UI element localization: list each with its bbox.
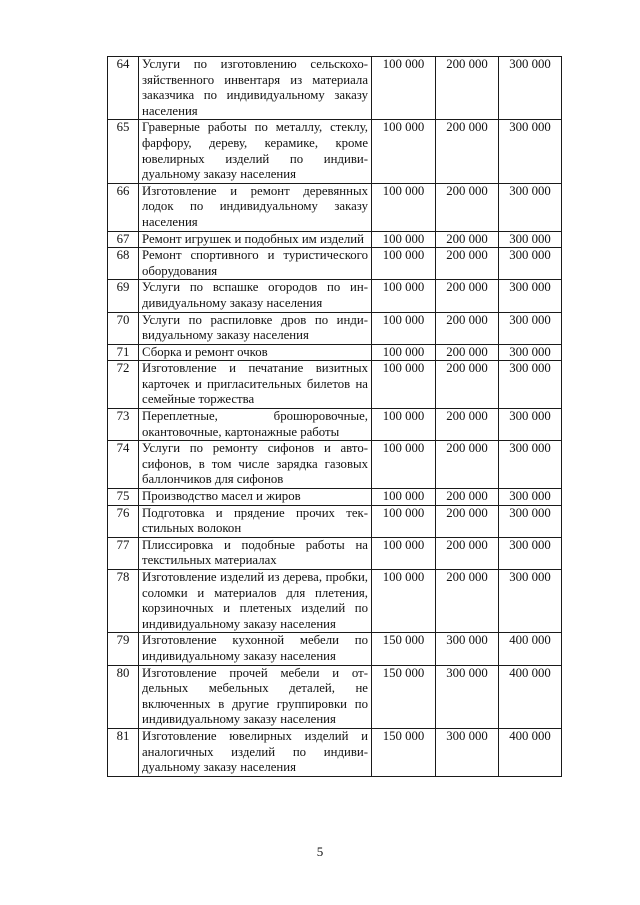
amount-column-2: 200 000 [436, 344, 499, 361]
service-description: Сборка и ремонт очков [139, 344, 372, 361]
row-number: 77 [108, 537, 139, 569]
amount-column-3: 300 000 [499, 505, 562, 537]
table-row [108, 537, 562, 569]
service-description: Переплетные, брошюровочные, окантовочные, картонажные работы [139, 409, 372, 441]
service-description: Изготовление и ремонт деревянных лодок по индивидуальному заказу населения [139, 183, 372, 231]
amount-column-2: 300 000 [436, 633, 499, 665]
amount-column-1: 100 000 [372, 409, 436, 441]
amount-column-2: 200 000 [436, 248, 499, 280]
amount-column-1: 100 000 [372, 489, 436, 506]
amount-column-2: 200 000 [436, 361, 499, 409]
row-number: 80 [108, 665, 139, 728]
amount-column-2: 200 000 [436, 280, 499, 312]
amount-column-3: 300 000 [499, 441, 562, 489]
row-number: 76 [108, 505, 139, 537]
amount-column-1: 100 000 [372, 441, 436, 489]
table-row [108, 409, 562, 441]
amount-column-2: 200 000 [436, 312, 499, 344]
amount-column-3: 300 000 [499, 120, 562, 183]
row-number: 70 [108, 312, 139, 344]
amount-column-2: 200 000 [436, 570, 499, 633]
amount-column-1: 150 000 [372, 665, 436, 728]
amount-column-3: 300 000 [499, 312, 562, 344]
table-row [108, 489, 562, 506]
amount-column-1: 150 000 [372, 728, 436, 776]
row-number: 72 [108, 361, 139, 409]
amount-column-1: 100 000 [372, 120, 436, 183]
row-number: 65 [108, 120, 139, 183]
amount-column-3: 300 000 [499, 361, 562, 409]
amount-column-2: 200 000 [436, 231, 499, 248]
document-page [107, 56, 562, 777]
row-number: 64 [108, 57, 139, 120]
services-table [107, 56, 562, 777]
amount-column-3: 300 000 [499, 183, 562, 231]
row-number: 71 [108, 344, 139, 361]
amount-column-1: 100 000 [372, 231, 436, 248]
service-description: Ремонт игрушек и подобных им изделий [139, 231, 372, 248]
service-description: Изготовление изделий из дерева, пробки, соломки и материалов для плетения, корзиночных и плетеных изделий по индивидуальному заказу населения [139, 570, 372, 633]
row-number: 66 [108, 183, 139, 231]
service-description: Изготовление кухонной мебели по индивидуальному заказу населения [139, 633, 372, 665]
amount-column-2: 200 000 [436, 57, 499, 120]
service-description: Плиссировка и подобные работы на текстильных материалах [139, 537, 372, 569]
amount-column-1: 100 000 [372, 505, 436, 537]
table-row [108, 280, 562, 312]
row-number: 78 [108, 570, 139, 633]
amount-column-2: 200 000 [436, 505, 499, 537]
row-number: 73 [108, 409, 139, 441]
service-description: Изготовление прочей мебели и отдельных мебельных деталей, не включенных в другие группировки по индивидуальному заказу населения [139, 665, 372, 728]
amount-column-3: 400 000 [499, 665, 562, 728]
amount-column-1: 100 000 [372, 570, 436, 633]
table-row [108, 120, 562, 183]
table-row [108, 57, 562, 120]
amount-column-3: 300 000 [499, 489, 562, 506]
amount-column-2: 300 000 [436, 665, 499, 728]
table-row [108, 570, 562, 633]
row-number: 67 [108, 231, 139, 248]
amount-column-3: 400 000 [499, 728, 562, 776]
table-row [108, 728, 562, 776]
page-number: 5 [316, 844, 324, 859]
service-description: Ремонт спортивного и туристического оборудования [139, 248, 372, 280]
amount-column-2: 200 000 [436, 120, 499, 183]
amount-column-2: 200 000 [436, 537, 499, 569]
row-number: 68 [108, 248, 139, 280]
table-row [108, 312, 562, 344]
service-description: Услуги по ремонту сифонов и автосифонов, в том числе зарядка газовых баллончиков для сифонов [139, 441, 372, 489]
amount-column-3: 300 000 [499, 248, 562, 280]
amount-column-3: 300 000 [499, 537, 562, 569]
table-body [108, 57, 562, 777]
service-description: Услуги по распиловке дров по индивидуальному заказу населения [139, 312, 372, 344]
service-description: Изготовление ювелирных изделий и аналогичных изделий по индивидуальному заказу населения [139, 728, 372, 776]
amount-column-2: 200 000 [436, 489, 499, 506]
amount-column-1: 100 000 [372, 537, 436, 569]
table-row [108, 665, 562, 728]
amount-column-2: 200 000 [436, 409, 499, 441]
row-number: 81 [108, 728, 139, 776]
amount-column-1: 100 000 [372, 248, 436, 280]
amount-column-1: 100 000 [372, 312, 436, 344]
row-number: 74 [108, 441, 139, 489]
table-row [108, 361, 562, 409]
row-number: 69 [108, 280, 139, 312]
service-description: Изготовление и печатание визитных карточек и пригласительных билетов на семейные торжества [139, 361, 372, 409]
service-description: Подготовка и прядение прочих текстильных волокон [139, 505, 372, 537]
amount-column-3: 300 000 [499, 231, 562, 248]
amount-column-3: 300 000 [499, 344, 562, 361]
amount-column-3: 400 000 [499, 633, 562, 665]
table-row [108, 633, 562, 665]
table-row [108, 441, 562, 489]
table-row [108, 248, 562, 280]
amount-column-1: 100 000 [372, 183, 436, 231]
table-row [108, 505, 562, 537]
table-row [108, 183, 562, 231]
amount-column-1: 100 000 [372, 280, 436, 312]
amount-column-3: 300 000 [499, 409, 562, 441]
amount-column-1: 100 000 [372, 361, 436, 409]
amount-column-3: 300 000 [499, 570, 562, 633]
amount-column-3: 300 000 [499, 280, 562, 312]
amount-column-3: 300 000 [499, 57, 562, 120]
amount-column-2: 200 000 [436, 441, 499, 489]
amount-column-2: 300 000 [436, 728, 499, 776]
table-row [108, 344, 562, 361]
amount-column-1: 100 000 [372, 57, 436, 120]
row-number: 75 [108, 489, 139, 506]
amount-column-1: 100 000 [372, 344, 436, 361]
service-description: Услуги по вспашке огородов по индивидуальному заказу населения [139, 280, 372, 312]
table-row [108, 231, 562, 248]
amount-column-1: 150 000 [372, 633, 436, 665]
service-description: Услуги по изготовлению сельскохозяйственного инвентаря из материала заказчика по индивидуальному заказу населения [139, 57, 372, 120]
row-number: 79 [108, 633, 139, 665]
service-description: Граверные работы по металлу, стеклу, фарфору, дереву, керамике, кроме ювелирных изделий по индивидуальному заказу населения [139, 120, 372, 183]
service-description: Производство масел и жиров [139, 489, 372, 506]
amount-column-2: 200 000 [436, 183, 499, 231]
